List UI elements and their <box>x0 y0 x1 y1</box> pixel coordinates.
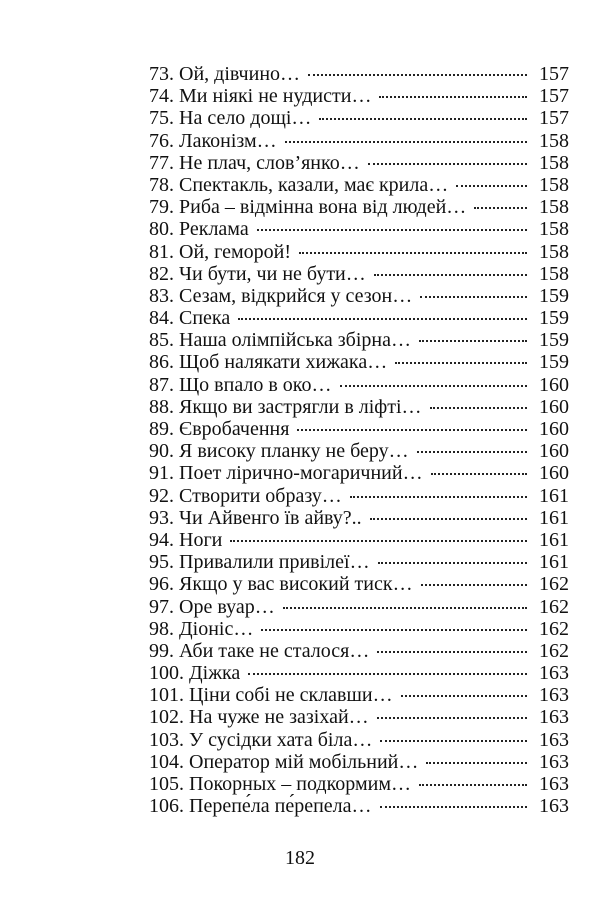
toc-entry <box>149 196 569 218</box>
dot-leader <box>285 141 527 143</box>
toc-entry <box>149 174 569 196</box>
toc-entry <box>149 218 569 240</box>
toc-entry-title: 91. Поет лірично-могаричний… <box>149 462 423 485</box>
toc-entry-page: 162 <box>539 639 569 662</box>
dot-leader <box>417 451 527 453</box>
dot-leader <box>420 296 527 298</box>
toc-entry-title: 93. Чи Айвенго їв айву?.. <box>149 506 362 529</box>
dot-leader <box>368 163 527 165</box>
toc-entry-title: 95. Привалили привілеї… <box>149 551 370 574</box>
toc-entry-page: 157 <box>539 63 569 85</box>
toc-entry-page: 161 <box>539 484 569 507</box>
toc-entry-title: 103. У сусідки хата біла… <box>149 728 373 751</box>
toc-entry-title: 81. Ой, геморой! <box>149 240 291 263</box>
toc-entry <box>149 729 569 751</box>
toc-entry-page: 162 <box>539 573 569 596</box>
dot-leader <box>430 407 527 409</box>
toc-entry <box>149 440 569 462</box>
dot-leader <box>308 74 527 76</box>
toc-entry <box>149 706 569 728</box>
dot-leader <box>421 584 527 586</box>
toc-entry-page: 158 <box>539 151 569 174</box>
toc-entry <box>149 107 569 129</box>
toc-entry <box>149 329 569 351</box>
toc-entry-page: 158 <box>539 262 569 285</box>
dot-leader <box>395 362 527 364</box>
toc-entry-page: 159 <box>539 307 569 330</box>
dot-leader <box>350 496 527 498</box>
toc-entry-title: 79. Риба – відмінна вона від людей… <box>149 196 467 219</box>
toc-entry-page: 158 <box>539 218 569 241</box>
toc-entry-title: 101. Ціни собі не склавши… <box>149 684 393 707</box>
toc-entry <box>149 285 569 307</box>
toc-entry-title: 87. Що впало в око… <box>149 373 332 396</box>
toc-entry-title: 76. Лаконізм… <box>149 129 277 152</box>
toc-entry <box>149 152 569 174</box>
toc-entry-title: 97. Оре вуар… <box>149 595 275 618</box>
toc-entry-title: 94. Ноги <box>149 528 223 551</box>
dot-leader <box>340 385 528 387</box>
dot-leader <box>283 607 527 609</box>
dot-leader <box>261 629 527 631</box>
toc-entry <box>149 795 569 817</box>
toc-entry-title: 96. Якщо у вас високий тиск… <box>149 573 413 596</box>
toc-entry-page: 158 <box>539 196 569 219</box>
toc-entry-page: 162 <box>539 595 569 618</box>
toc-entry-title: 85. Наша олімпійська збірна… <box>149 329 411 352</box>
toc-entry <box>149 507 569 529</box>
page-number: 182 <box>285 847 315 869</box>
toc-entry <box>149 462 569 484</box>
toc-entry-title: 98. Діоніс… <box>149 617 254 640</box>
toc-entry-page: 161 <box>539 506 569 529</box>
toc-entry <box>149 130 569 152</box>
toc-entry <box>149 263 569 285</box>
toc-entry <box>149 307 569 329</box>
dot-leader <box>419 340 527 342</box>
toc-entry-title: 78. Спектакль, казали, має крила… <box>149 173 449 196</box>
toc-entry-title: 86. Щоб налякати хижака… <box>149 351 388 374</box>
toc-entry <box>149 684 569 706</box>
dot-leader <box>379 96 527 98</box>
toc-entry-page: 160 <box>539 462 569 485</box>
table-of-contents <box>149 63 569 817</box>
dot-leader <box>380 806 527 808</box>
toc-entry-page: 160 <box>539 440 569 463</box>
dot-leader <box>319 118 527 120</box>
dot-leader <box>374 274 527 276</box>
toc-entry <box>149 63 569 85</box>
dot-leader <box>431 473 527 475</box>
toc-entry <box>149 662 569 684</box>
toc-entry <box>149 551 569 573</box>
toc-entry-title: 102. На чуже не зазіхай… <box>149 706 369 729</box>
toc-entry-title: 104. Оператор мій мобільний… <box>149 750 419 773</box>
toc-entry-title: 105. Покорных – подкормим… <box>149 773 412 795</box>
toc-entry-title: 89. Євробачення <box>149 418 290 440</box>
dot-leader <box>248 673 527 675</box>
toc-entry-page: 161 <box>539 528 569 551</box>
toc-entry-page: 163 <box>539 706 569 729</box>
toc-entry <box>149 85 569 107</box>
toc-entry-title: 88. Якщо ви застрягли в ліфті… <box>149 395 422 418</box>
toc-entry-title: 84. Спека <box>149 307 231 330</box>
toc-entry <box>149 418 569 440</box>
toc-entry <box>149 773 569 795</box>
toc-entry-page: 163 <box>539 728 569 751</box>
toc-entry <box>149 573 569 595</box>
toc-entry-title: 99. Аби таке не сталося… <box>149 639 370 662</box>
dot-leader <box>238 318 527 320</box>
dot-leader <box>377 651 527 653</box>
toc-entry-page: 158 <box>539 173 569 196</box>
toc-entry <box>149 485 569 507</box>
dot-leader <box>474 207 527 209</box>
dot-leader <box>370 518 527 520</box>
toc-entry-page: 161 <box>539 551 569 574</box>
toc-entry <box>149 596 569 618</box>
dot-leader <box>299 252 527 254</box>
toc-entry-page: 157 <box>539 85 569 108</box>
toc-entry-page: 163 <box>539 684 569 707</box>
toc-entry-title: 100. Діжка <box>149 662 241 685</box>
toc-entry-title: 80. Реклама <box>149 218 249 241</box>
toc-entry-page: 160 <box>539 395 569 418</box>
toc-entry <box>149 241 569 263</box>
toc-entry-page: 158 <box>539 129 569 152</box>
toc-entry <box>149 751 569 773</box>
toc-entry-page: 163 <box>539 662 569 685</box>
toc-entry <box>149 640 569 662</box>
toc-entry-title: 73. Ой, дівчино… <box>149 63 301 85</box>
toc-entry <box>149 618 569 640</box>
toc-entry <box>149 396 569 418</box>
toc-entry-title: 74. Ми ніякі не нудисти… <box>149 85 372 108</box>
dot-leader <box>230 540 527 542</box>
toc-entry-page: 159 <box>539 284 569 307</box>
dot-leader <box>380 740 527 742</box>
toc-entry-page: 163 <box>539 750 569 773</box>
dot-leader <box>456 185 527 187</box>
dot-leader <box>257 229 527 231</box>
dot-leader <box>401 695 527 697</box>
toc-entry-title: 92. Створити образу… <box>149 484 342 507</box>
toc-entry <box>149 529 569 551</box>
toc-entry-page: 163 <box>539 773 569 795</box>
toc-entry-title: 90. Я високу планку не беру… <box>149 440 409 463</box>
dot-leader <box>377 717 527 719</box>
toc-entry-page: 157 <box>539 107 569 130</box>
dot-leader <box>426 762 527 764</box>
toc-entry-page: 159 <box>539 351 569 374</box>
dot-leader <box>378 562 527 564</box>
toc-entry-page: 158 <box>539 240 569 263</box>
toc-entry-page: 160 <box>539 373 569 396</box>
toc-entry-title: 83. Сезам, відкрийся у сезон… <box>149 284 413 307</box>
toc-entry <box>149 374 569 396</box>
toc-entry-title: 82. Чи бути, чи не бути… <box>149 262 366 285</box>
toc-entry-title: 75. На село дощі… <box>149 107 312 130</box>
toc-entry <box>149 351 569 373</box>
toc-entry-page: 159 <box>539 329 569 352</box>
toc-entry-page: 163 <box>539 795 569 818</box>
toc-entry-page: 160 <box>539 418 569 440</box>
toc-entry-title: 106. Перепе́ла пе́репела… <box>149 795 372 818</box>
dot-leader <box>297 429 527 431</box>
toc-entry-page: 162 <box>539 617 569 640</box>
toc-entry-title: 77. Не плач, слов’янко… <box>149 151 360 174</box>
dot-leader <box>419 784 527 786</box>
